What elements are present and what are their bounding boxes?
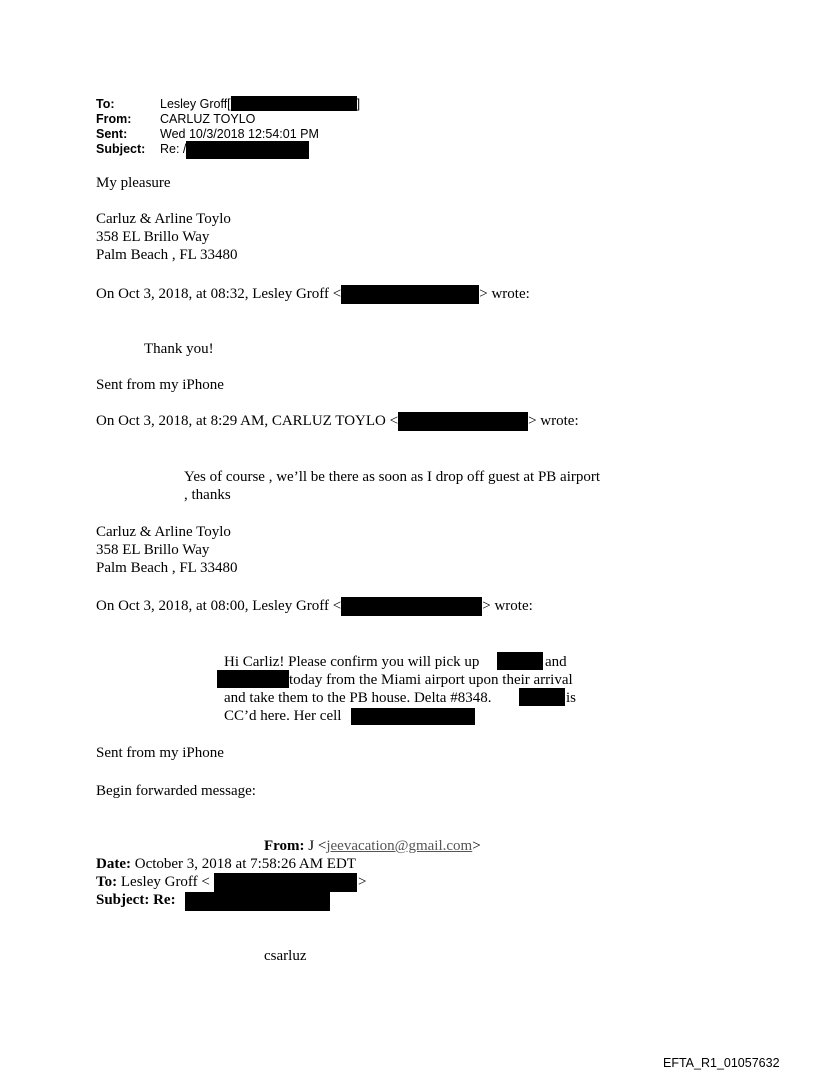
attribution-text: On Oct 3, 2018, at 08:32, Lesley Groff < xyxy=(96,286,342,302)
subject-label: Subject: xyxy=(96,142,146,156)
redaction-box xyxy=(186,141,309,159)
signature-street: 358 EL Brillo Way xyxy=(96,229,210,245)
redaction-box xyxy=(214,873,357,892)
quoted-text xyxy=(184,468,600,504)
fwd-to xyxy=(96,873,210,891)
to-value xyxy=(160,98,360,111)
fwd-to-value: Lesley Groff < xyxy=(120,874,210,890)
fwd-subject xyxy=(96,891,176,909)
forwarded-notice: Begin forwarded message: xyxy=(96,783,256,799)
attribution-tail: > wrote: xyxy=(528,413,579,429)
redaction-box xyxy=(497,652,543,670)
message-line xyxy=(224,653,479,671)
message-text: is xyxy=(566,690,577,706)
redaction-box xyxy=(341,597,482,616)
fwd-date-label: Date: xyxy=(96,856,131,872)
sent-from-iphone: Sent from my iPhone xyxy=(96,377,224,393)
quoted-text: Thank you! xyxy=(144,341,214,357)
fwd-body: csarluz xyxy=(264,948,307,964)
sent-label: Sent: xyxy=(96,127,128,141)
signature-name: Carluz & Arline Toylo xyxy=(96,211,231,227)
sent-from-iphone: Sent from my iPhone xyxy=(96,745,224,761)
signature-city: Palm Beach , FL 33480 xyxy=(96,247,238,263)
from-label: From: xyxy=(96,112,132,126)
message-line: CC’d here. Her cell xyxy=(224,708,342,724)
attribution-tail: > wrote: xyxy=(479,286,530,302)
message-text: and xyxy=(545,654,567,670)
subject-value xyxy=(160,143,186,156)
message-line: today from the Miami airport upon their arrival xyxy=(289,672,573,688)
fwd-subject-label: Subject: xyxy=(96,892,150,908)
redaction-box xyxy=(341,285,479,304)
quote-attribution xyxy=(96,412,579,431)
signature xyxy=(96,523,238,577)
fwd-from-email-link[interactable]: jeevacation@gmail.com xyxy=(326,838,473,854)
redaction-box xyxy=(519,688,565,706)
signature-name: Carluz & Arline Toylo xyxy=(96,524,231,540)
fwd-from-label: From: xyxy=(264,838,305,854)
to-name: Lesley Groff[ xyxy=(160,97,231,111)
subject-text: Re: / xyxy=(160,142,187,156)
message-text: Hi Carliz! Please confirm you will pick up xyxy=(224,654,480,670)
attribution-text: On Oct 3, 2018, at 8:29 AM, CARLUZ TOYLO < xyxy=(96,413,399,429)
message-line: and take them to the PB house. Delta #8348. xyxy=(224,690,492,706)
redaction-box xyxy=(398,412,528,431)
signature-city: Palm Beach , FL 33480 xyxy=(96,560,238,576)
fwd-date xyxy=(96,855,356,873)
redaction-box xyxy=(185,892,330,911)
redaction-box xyxy=(351,708,475,725)
quote-attribution xyxy=(96,285,530,304)
fwd-to-label: To: xyxy=(96,874,118,890)
attribution-tail: > wrote: xyxy=(482,598,533,614)
reply-text: My pleasure xyxy=(96,175,171,191)
quote-attribution xyxy=(96,597,533,616)
to-label: To: xyxy=(96,97,115,111)
quoted-line: Yes of course , we’ll be there as soon as I drop off guest at PB airport xyxy=(184,469,601,485)
quoted-line: , thanks xyxy=(184,487,231,503)
attribution-text: On Oct 3, 2018, at 08:00, Lesley Groff < xyxy=(96,598,342,614)
signature-street: 358 EL Brillo Way xyxy=(96,542,210,558)
fwd-from-close: > xyxy=(472,838,481,854)
from-value: CARLUZ TOYLO xyxy=(160,112,256,126)
to-close: ] xyxy=(356,97,361,111)
signature xyxy=(96,210,238,264)
sent-value: Wed 10/3/2018 12:54:01 PM xyxy=(160,127,319,141)
fwd-from-name: J < xyxy=(308,838,327,854)
fwd-date-value: October 3, 2018 at 7:58:26 AM EDT xyxy=(134,856,356,872)
redaction-box xyxy=(231,96,357,111)
fwd-from xyxy=(264,837,481,855)
fwd-to-close: > xyxy=(358,874,367,890)
redaction-box xyxy=(217,670,289,688)
document-id: EFTA_R1_01057632 xyxy=(663,1056,780,1070)
fwd-subject-value: Re: xyxy=(153,892,176,908)
